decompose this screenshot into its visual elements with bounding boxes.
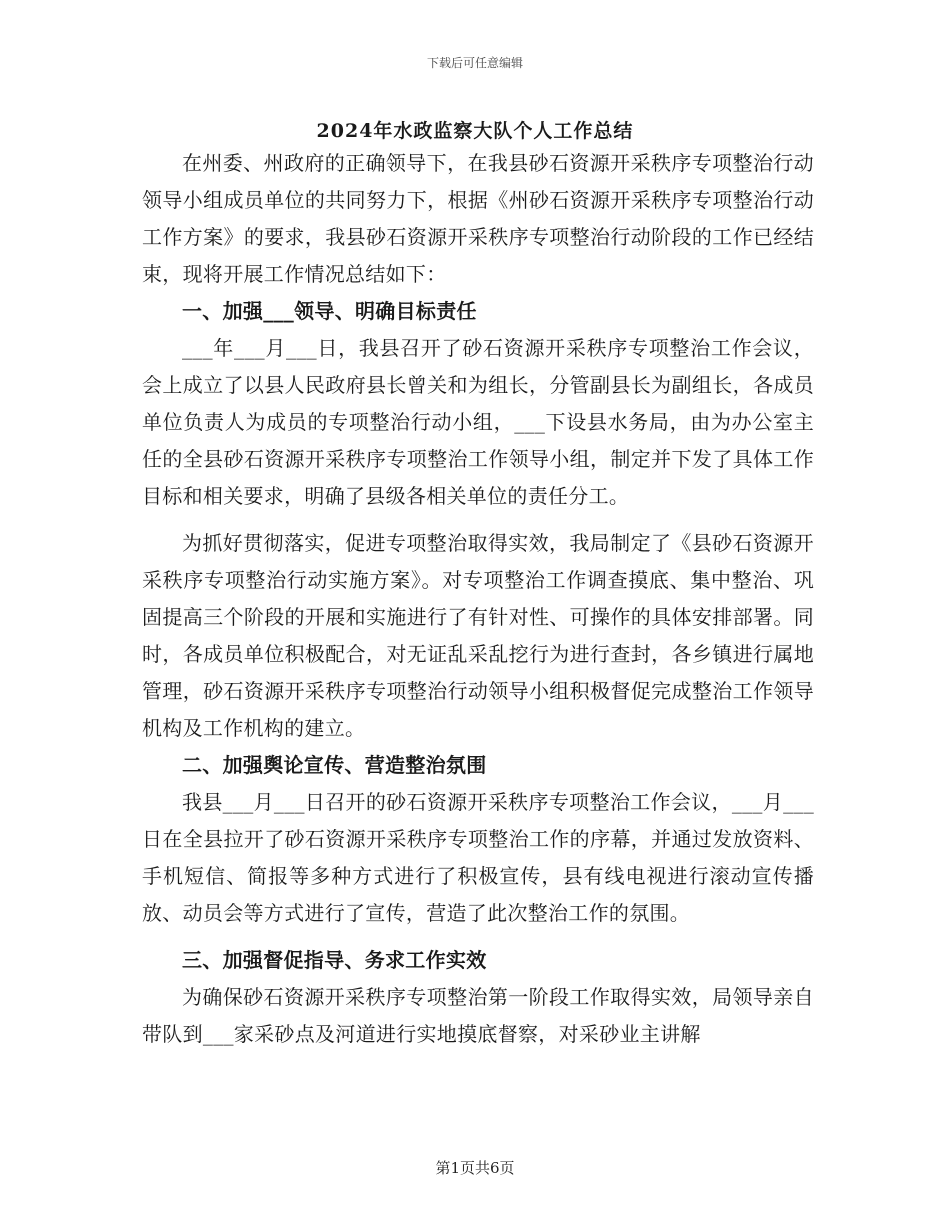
- paragraph-gap: [142, 515, 814, 525]
- section-3-paragraph-1: 为确保砂石资源开采秩序专项整治第一阶段工作取得实效，局领导亲自带队到___家采砂点及河道进行实地摸底督察，对采砂业主讲解: [142, 985, 814, 1046]
- section-2-paragraph-1: 我县___月___日召开的砂石资源开采秩序专项整治工作会议，___月___日在全县拉开了砂石资源开采秩序专项整治工作的序幕，并通过发放资料、手机短信、简报等多种方式进行了积极宣传，县有线电视进行滚动宣传播放、动员会等方式进行了宣传，营造了此次整治工作的氛围。: [142, 790, 814, 925]
- header-note: 下载后可任意编辑: [426, 56, 523, 70]
- paragraph-gap: [142, 932, 814, 942]
- page-number: 第1页共6页: [435, 1159, 515, 1177]
- document-body: [142, 145, 814, 1053]
- section-1-heading: 一、加强___领导、明确目标责任: [182, 299, 477, 323]
- section-3-heading: 三、加强督促指导、务求工作实效: [182, 948, 487, 972]
- document-title: 2024年水政监察大队个人工作总结: [316, 120, 634, 142]
- section-1-paragraph-2: 为抓好贯彻落实，促进专项整治取得实效，我局制定了《县砂石资源开采秩序专项整治行动实施方案》。对专项整治工作调查摸底、集中整治、巩固提高三个阶段的开展和实施进行了有针对性、可操作的具体安排部署。同时，各成员单位积极配合，对无证乱采乱挖行为进行查封，各乡镇进行属地管理，砂石资源开采秩序专项整治行动领导小组积极督促完成整治工作领导机构及工作机构的建立。: [142, 531, 814, 740]
- section-1-paragraph-1: ___年___月___日，我县召开了砂石资源开采秩序专项整治工作会议，会上成立了以县人民政府县长曾关和为组长，分管副县长为副组长，各成员单位负责人为成员的专项整治行动小组，___下设县水务局，由为办公室主任的全县砂石资源开采秩序专项整治工作领导小组，制定并下发了具体工作目标和相关要求，明确了县级各相关单位的责任分工。: [142, 336, 814, 508]
- intro-paragraph: 在州委、州政府的正确领导下，在我县砂石资源开采秩序专项整治行动领导小组成员单位的共同努力下，根据《州砂石资源开采秩序专项整治行动工作方案》的要求，我县砂石资源开采秩序专项整治行动阶段的工作已经结束，现将开展工作情况总结如下：: [142, 151, 814, 286]
- section-2-heading: 二、加强舆论宣传、营造整治氛围: [182, 753, 487, 777]
